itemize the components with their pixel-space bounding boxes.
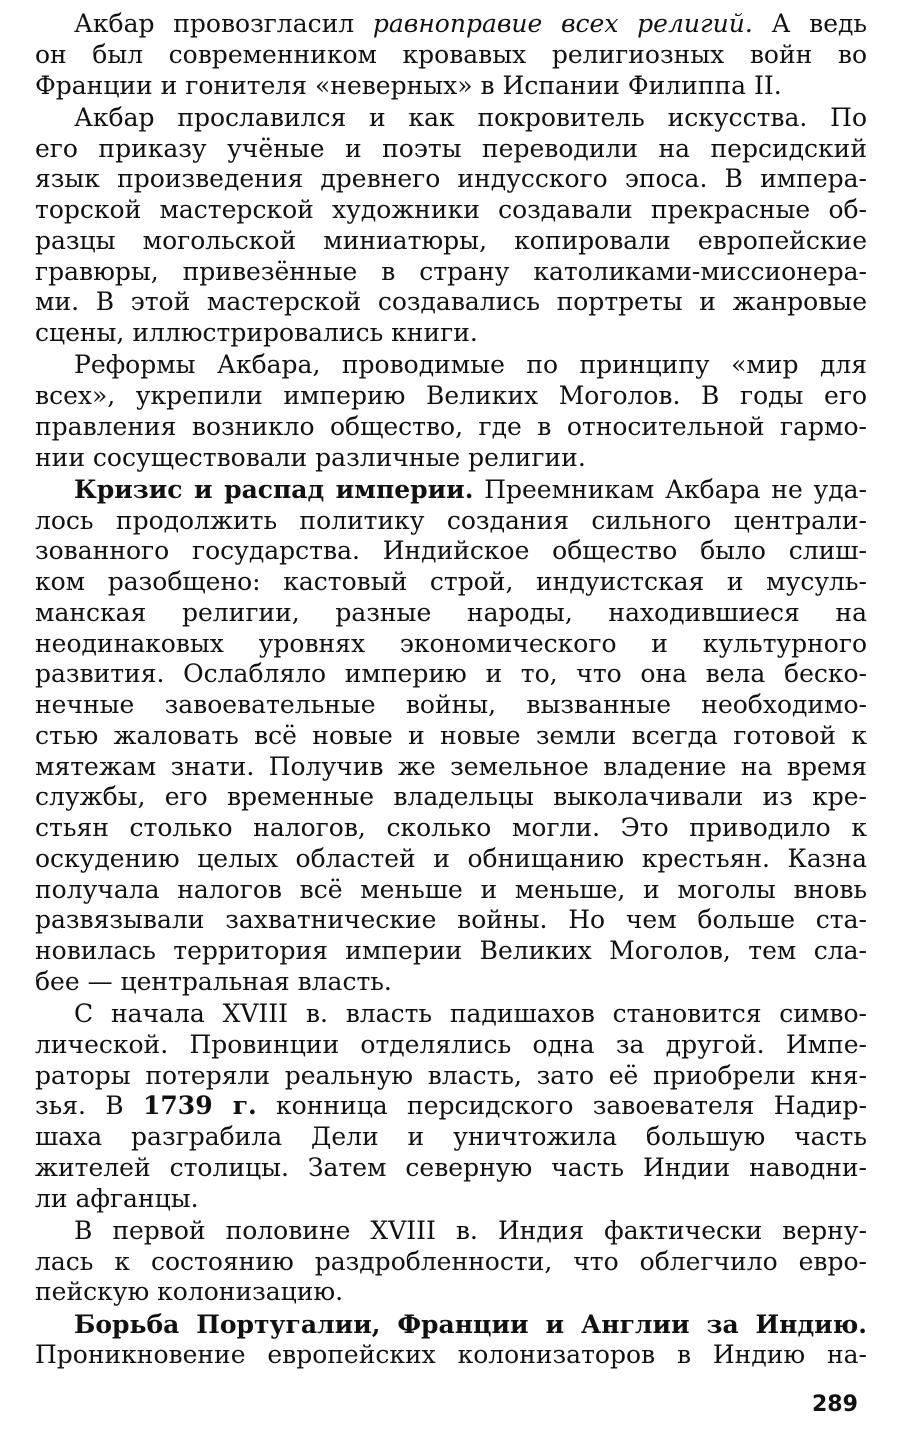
text-line (35, 411, 867, 443)
text-segment: сцены, иллюстрировались книги. (35, 318, 478, 347)
text-segment: получала налогов всё меньше и меньше, и моголы вновь (35, 874, 867, 904)
text-line (35, 1152, 867, 1184)
text-segment: его приказу учёные и поэты переводили на персидский (35, 133, 867, 163)
text-line (35, 317, 867, 349)
text-line (35, 1309, 867, 1341)
text-line (35, 1246, 867, 1278)
text-line (35, 720, 867, 752)
text-segment: стью жаловать всё новые и новые земли всегда готовой к (35, 720, 867, 750)
text-line (35, 843, 867, 875)
text-segment: С начала XVIII в. власть падишахов становится симво- (74, 999, 867, 1028)
text-line (35, 597, 867, 629)
text-segment: Проникновение европейских колонизаторов в Индию на- (35, 1340, 867, 1370)
text-segment: стьян столько налогов, сколько могли. Это приводило к (35, 813, 867, 842)
text-line (35, 39, 867, 71)
text-segment: мятежам знати. Получив же земельное владение на время (35, 751, 867, 781)
text-line (35, 1339, 867, 1371)
text-segment: конница персидского завоевателя Надир- (256, 1091, 867, 1121)
text-line (35, 998, 867, 1030)
text-segment: нии сосуществовали различные религии. (35, 442, 586, 472)
text-line (35, 812, 867, 844)
text-segment: зованного государства. Индийское общество было слиш- (35, 536, 867, 566)
text-segment: развития. Ослабляло империю и то, что она вела беско- (35, 659, 867, 689)
text-segment: разцы могольской миниатюры, копировали европейские (35, 225, 867, 255)
text-line (35, 349, 867, 381)
bold-text: 1739 г. (143, 1091, 257, 1121)
text-segment: жителей столицы. Затем северную часть Индии наводни- (35, 1152, 867, 1182)
text-segment: службы, его временные владельцы выколачивали из кре- (35, 782, 867, 812)
text-segment: лической. Провинции отделялись одна за другой. Импе- (35, 1029, 867, 1059)
text-line (35, 689, 867, 721)
text-segment: новилась территория империи Великих Моголов, тем сла- (35, 936, 867, 965)
text-segment: ком разобщено: кастовый строй, индуистская и мусуль- (35, 567, 867, 596)
text-segment: раторы потеряли реальную власть, зато её приобрели кня- (35, 1060, 867, 1090)
text-line (35, 225, 867, 257)
text-segment: В первой половине XVIII в. Индия фактически верну- (74, 1215, 867, 1245)
text-line (35, 194, 867, 226)
text-segment: ми. В этой мастерской создавались портреты и жанровые (35, 287, 867, 317)
text-segment: Реформы Акбара, проводимые по принципу «мир для (74, 350, 867, 380)
text-line (35, 781, 867, 813)
text-segment: он был современником кровавых религиозных войн во (35, 39, 867, 69)
text-segment: А ведь (752, 9, 867, 38)
text-segment: неодинаковых уровнях экономического и культурного (35, 628, 867, 658)
text-line (35, 102, 867, 134)
text-segment: Акбар прославился и как покровитель искусства. По (74, 102, 867, 132)
text-line (35, 1276, 867, 1308)
text-segment: Франции и гонителя «неверных» в Испании Филиппа II. (35, 70, 782, 100)
text-line (35, 904, 867, 936)
text-segment: зья. В (35, 1091, 144, 1121)
bold-text: Кризис и распад империи. (74, 474, 474, 504)
text-segment: всех», укрепили империю Великих Моголов. В годы его (35, 381, 867, 410)
text-line (35, 566, 867, 598)
text-line (35, 163, 867, 195)
text-line (35, 1183, 867, 1215)
text-line (35, 8, 867, 40)
text-line (35, 256, 867, 288)
page-number: 289 (812, 1392, 858, 1417)
text-segment: Преемникам Акбара не уда- (473, 474, 867, 504)
text-segment: торской мастерской художники создавали прекрасные об- (35, 195, 867, 224)
text-segment: нечные завоевательные войны, вызванные необходимо- (35, 690, 867, 719)
text-line (35, 1215, 867, 1247)
text-line (35, 1090, 867, 1122)
text-line (35, 966, 867, 998)
text-line (35, 1060, 867, 1092)
text-line (35, 442, 867, 474)
text-line (35, 1121, 867, 1153)
text-line (35, 874, 867, 906)
text-line (35, 628, 867, 660)
text-line (35, 133, 867, 165)
text-line (35, 474, 867, 506)
text-segment: правления возникло общество, где в относительной гармо- (35, 411, 867, 441)
italic-text: равноправие всех религий. (372, 9, 753, 38)
text-line (35, 535, 867, 567)
text-segment: манская религии, разные народы, находившиеся на (35, 597, 867, 627)
text-line (35, 70, 867, 102)
text-segment: бее — центральная власть. (35, 966, 392, 996)
text-segment: гравюры, привезённые в страну католиками-миссионера- (35, 256, 867, 286)
text-line (35, 505, 867, 537)
text-segment: развязывали захватнические войны. Но чем больше ста- (35, 905, 867, 935)
text-line (35, 380, 867, 412)
text-segment: ли афганцы. (35, 1183, 199, 1213)
text-segment: оскудению целых областей и обнищанию крестьян. Казна (35, 843, 867, 873)
text-line (35, 658, 867, 690)
text-line (35, 1029, 867, 1061)
text-line (35, 935, 867, 967)
text-segment: пейскую колонизацию. (35, 1277, 344, 1307)
text-segment: лось продолжить политику создания сильного централи- (35, 505, 867, 535)
text-segment: Акбар провозгласил (74, 9, 373, 38)
text-line (35, 751, 867, 783)
text-segment: шаха разграбила Дели и уничтожила большую часть (35, 1122, 867, 1151)
text-segment: лась к состоянию раздробленности, что облегчило евро- (35, 1246, 867, 1276)
bold-text: Борьба Португалии, Франции и Англии за Индию. (74, 1309, 867, 1339)
text-line (35, 286, 867, 318)
text-segment: язык произведения древнего индусского эпоса. В импера- (35, 164, 867, 194)
